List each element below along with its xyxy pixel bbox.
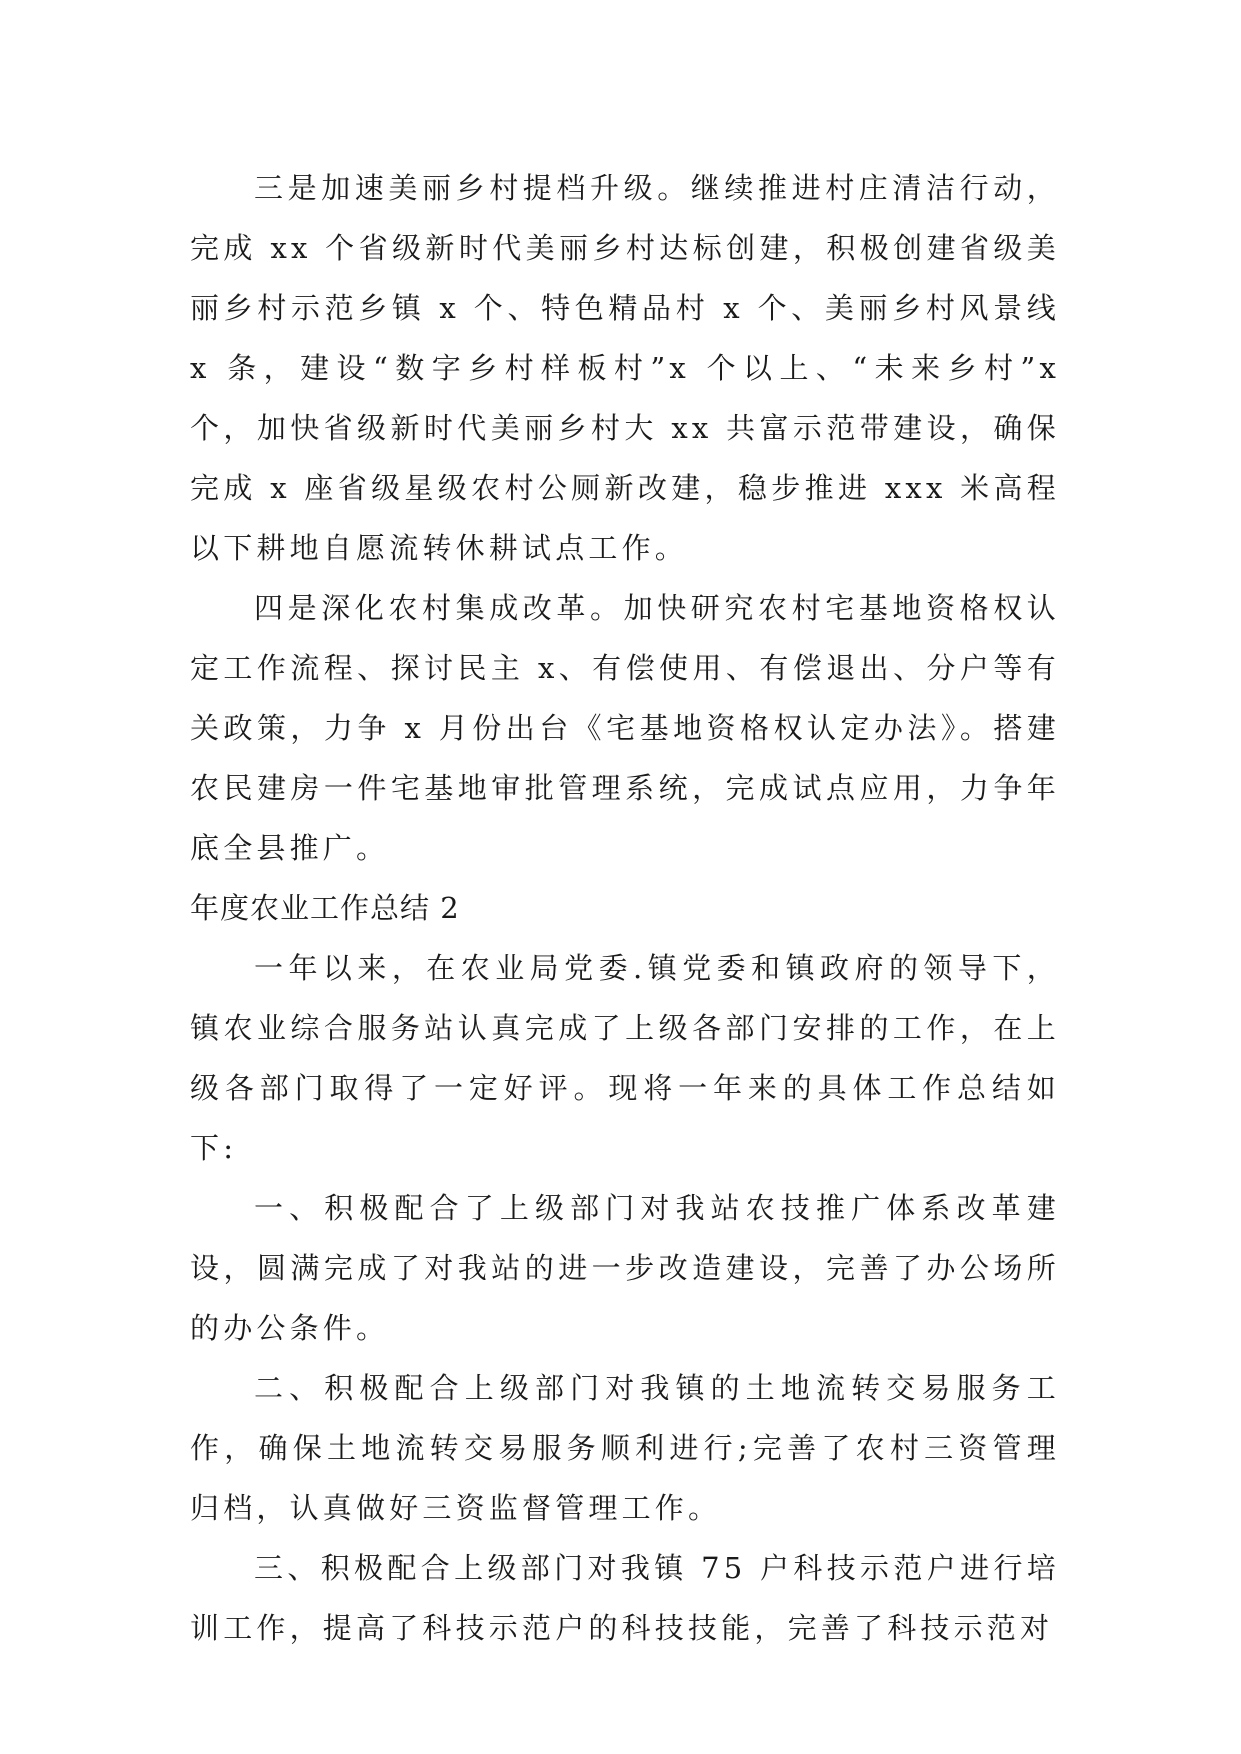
paragraph-item-3: 三、积极配合上级部门对我镇 75 户科技示范户进行培训工作，提高了科技示范户的科技技能，完善了科技示范对 [190,1551,1060,1645]
paragraph-item-2: 二、积极配合上级部门对我镇的土地流转交易服务工作，确保土地流转交易服务顺利进行;完善了农村三资管理归档，认真做好三资监督管理工作。 [190,1371,1060,1525]
paragraph-item-1: 一、积极配合了上级部门对我站农技推广体系改革建设，圆满完成了对我站的进一步改造建设，完善了办公场所的办公条件。 [190,1191,1060,1345]
document-page [190,158,1060,1658]
paragraph-beautiful-villages: 三是加速美丽乡村提档升级。继续推进村庄清洁行动，完成 xx 个省级新时代美丽乡村达标创建，积极创建省级美丽乡村示范乡镇 x 个、特色精品村 x 个、美丽乡村风景线 x 条，建设“数字乡村样板村”x 个以上、“未来乡村”x 个，加快省级新时代美丽乡村大 xx 共富示范带建设，确保完成 x 座省级星级农村公厕新改建，稳步推进 xxx 米高程以下耕地自愿流转休耕试点工作。 [190,171,1060,565]
section-title: 年度农业工作总结 2 [190,891,460,925]
paragraph-intro: 一年以来，在农业局党委.镇党委和镇政府的领导下，镇农业综合服务站认真完成了上级各部门安排的工作，在上级各部门取得了一定好评。现将一年来的具体工作总结如下: [190,951,1060,1165]
paragraph-rural-reform: 四是深化农村集成改革。加快研究农村宅基地资格权认定工作流程、探讨民主 x、有偿使用、有偿退出、分户等有关政策，力争 x 月份出台《宅基地资格权认定办法》。搭建农民建房一件宅基地审批管理系统，完成试点应用，力争年底全县推广。 [190,591,1060,865]
